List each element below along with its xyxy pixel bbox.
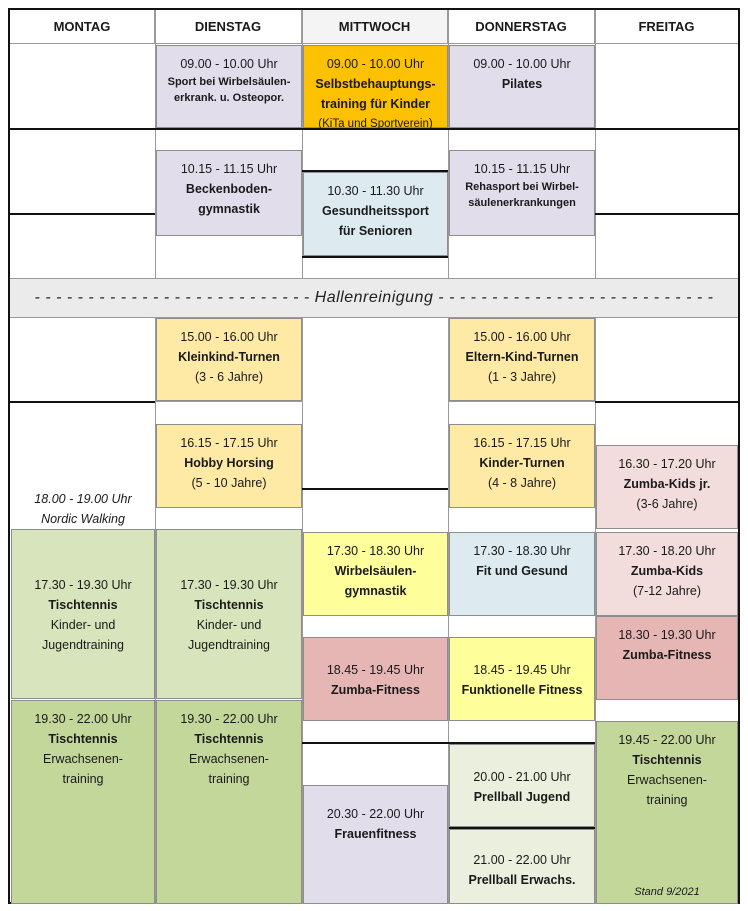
slot-name: Hobby Horsing bbox=[184, 456, 274, 470]
slot-time: 16.30 - 17.20 Uhr bbox=[618, 457, 716, 471]
slot-time: 10.30 - 11.30 Uhr bbox=[327, 184, 424, 198]
slot-subtitle: (3 - 6 Jahre) bbox=[194, 370, 264, 384]
slot-dienstag-beckenboden bbox=[156, 150, 302, 236]
slot-dienstag-hobby-horsing bbox=[156, 424, 302, 508]
slot-name: Gesundheitssport für Senioren bbox=[322, 204, 429, 238]
slot-name: Tischtennis bbox=[194, 598, 264, 612]
slot-name: Kleinkind-Turnen bbox=[178, 350, 280, 364]
header-mittwoch: MITTWOCH bbox=[302, 10, 448, 44]
slot-subtitle: (7-12 Jahre) bbox=[632, 584, 702, 598]
slot-subtitle: Erwachsenen-training bbox=[189, 752, 269, 786]
slot-name: Tischtennis bbox=[48, 732, 118, 746]
slot-time: 19.30 - 22.00 Uhr bbox=[180, 712, 278, 726]
column-divider bbox=[302, 10, 303, 904]
slot-dienstag-tischtennis-erwachsene bbox=[156, 700, 302, 904]
slot-subtitle: Kinder- und Jugendtraining bbox=[187, 618, 270, 652]
slot-freitag-zumba-kids bbox=[596, 532, 738, 616]
slot-name: Tischtennis bbox=[194, 732, 264, 746]
slot-donnerstag-kinder-turnen bbox=[449, 424, 595, 508]
slot-time: 17.30 - 19.30 Uhr bbox=[180, 578, 278, 592]
slot-name: Prellball Jugend bbox=[473, 790, 571, 804]
slot-time: 20.30 - 22.00 Uhr bbox=[326, 807, 425, 821]
slot-time: 10.15 - 11.15 Uhr bbox=[180, 162, 278, 176]
row-divider bbox=[595, 213, 738, 215]
slot-time: 17.30 - 18.20 Uhr bbox=[618, 544, 716, 558]
slot-subtitle: (5 - 10 Jahre) bbox=[191, 476, 267, 490]
slot-mittwoch-frauenfitness bbox=[303, 785, 448, 904]
slot-dienstag-kleinkind bbox=[156, 318, 302, 401]
slot-time: 09.00 - 10.00 Uhr bbox=[473, 57, 571, 71]
slot-time: 09.00 - 10.00 Uhr bbox=[180, 57, 278, 71]
slot-name: Selbstbehauptungs-training für Kinder bbox=[315, 77, 436, 111]
slot-time: 10.15 - 11.15 Uhr bbox=[473, 162, 571, 176]
slot-donnerstag-funktionelle-fitness bbox=[449, 637, 595, 721]
slot-donnerstag-rehasport bbox=[449, 150, 595, 236]
slot-time: 17.30 - 18.30 Uhr bbox=[326, 544, 425, 558]
header-montag: MONTAG bbox=[10, 10, 155, 44]
slot-name: Sport bei Wirbelsäulen-erkrank. u. Osteopor. bbox=[167, 76, 291, 104]
slot-name: Prellball Erwachs. bbox=[468, 873, 576, 887]
slot-name: Kinder-Turnen bbox=[479, 456, 565, 470]
slot-time: 20.00 - 21.00 Uhr bbox=[473, 770, 571, 784]
slot-dienstag-tischtennis-jugend bbox=[156, 529, 302, 699]
slot-mittwoch-zumba-fitness bbox=[303, 637, 448, 721]
header-freitag: FREITAG bbox=[595, 10, 738, 44]
slot-donnerstag-prellball-jugend bbox=[449, 744, 595, 827]
hallenreinigung-band: - - - - - - - - - - - - - - - - - - - - - - - - - - Hallenreinigung - - - - - - - - - - - - - - - - - - - - - - - - - - bbox=[10, 278, 738, 318]
slot-subtitle: (KiTa und Sportverein) bbox=[318, 118, 433, 130]
slot-time: 18.00 - 19.00 Uhr bbox=[34, 492, 132, 506]
slot-donnerstag-fit-und-gesund bbox=[449, 532, 595, 616]
row-divider bbox=[449, 401, 595, 402]
row-divider bbox=[10, 401, 155, 403]
slot-name: Pilates bbox=[501, 77, 543, 91]
slot-time: 16.15 - 17.15 Uhr bbox=[473, 436, 571, 450]
slot-donnerstag-prellball-erwachsene bbox=[449, 829, 595, 904]
slot-time: 19.30 - 22.00 Uhr bbox=[34, 712, 132, 726]
slot-name: Zumba-Fitness bbox=[331, 683, 420, 697]
slot-montag-tischtennis-jugend bbox=[11, 529, 155, 699]
slot-name: Eltern-Kind-Turnen bbox=[465, 350, 579, 364]
header-donnerstag: DONNERSTAG bbox=[448, 10, 595, 44]
row-divider bbox=[10, 213, 155, 215]
slot-dienstag-sport bbox=[156, 45, 302, 128]
slot-subtitle: Erwachsenen-training bbox=[627, 773, 707, 807]
slot-time: 09.00 - 10.00 Uhr bbox=[326, 57, 425, 71]
slot-name: Frauenfitness bbox=[334, 827, 417, 841]
slot-time: 18.45 - 19.45 Uhr bbox=[326, 663, 425, 677]
slot-mittwoch-selbstbehauptung bbox=[303, 45, 448, 128]
header-dienstag: DIENSTAG bbox=[155, 10, 302, 44]
slot-time: 15.00 - 16.00 Uhr bbox=[473, 330, 571, 344]
slot-name: Beckenboden-gymnastik bbox=[185, 182, 273, 216]
slot-mittwoch-wirbelsaeulengymnastik bbox=[303, 532, 448, 616]
slot-time: 18.45 - 19.45 Uhr bbox=[473, 663, 571, 677]
slot-subtitle: (3-6 Jahre) bbox=[636, 497, 698, 511]
slot-time: 17.30 - 18.30 Uhr bbox=[473, 544, 571, 558]
slot-subtitle: (1 - 3 Jahre) bbox=[487, 370, 557, 384]
slot-freitag-zumba-kids-jr bbox=[596, 445, 738, 529]
slot-name: Nordic Walking bbox=[41, 512, 125, 526]
slot-freitag-zumba-fitness bbox=[596, 616, 738, 700]
slot-mittwoch-gesundheitssport bbox=[303, 172, 448, 256]
stand-note: Stand 9/2021 bbox=[634, 886, 700, 898]
slot-time: 15.00 - 16.00 Uhr bbox=[180, 330, 278, 344]
slot-donnerstag-pilates bbox=[449, 45, 595, 128]
row-divider bbox=[302, 256, 448, 258]
slot-time: 19.45 - 22.00 Uhr bbox=[618, 733, 716, 747]
slot-time: 16.15 - 17.15 Uhr bbox=[180, 436, 278, 450]
slot-subtitle: Kinder- und Jugendtraining bbox=[41, 618, 124, 652]
slot-montag-tischtennis-erwachsene bbox=[11, 700, 155, 904]
slot-subtitle: (4 - 8 Jahre) bbox=[487, 476, 557, 490]
slot-name: Funktionelle Fitness bbox=[461, 683, 583, 697]
slot-name: Fit und Gesund bbox=[476, 564, 568, 578]
row-divider bbox=[595, 401, 738, 403]
slot-name: Zumba-Kids bbox=[630, 564, 704, 578]
slot-name: Zumba-Kids jr. bbox=[623, 477, 711, 491]
row-divider bbox=[302, 488, 448, 490]
slot-name: Wirbelsäulen-gymnastik bbox=[334, 564, 417, 598]
slot-freitag-tischtennis-erwachsene bbox=[596, 721, 738, 904]
slot-name: Tischtennis bbox=[632, 753, 702, 767]
slot-time: 21.00 - 22.00 Uhr bbox=[473, 853, 571, 867]
slot-name: Rehasport bei Wirbel-säulenerkrankungen bbox=[465, 181, 579, 209]
slot-time: 17.30 - 19.30 Uhr bbox=[34, 578, 132, 592]
slot-name: Tischtennis bbox=[48, 598, 118, 612]
slot-name: Zumba-Fitness bbox=[622, 648, 712, 662]
row-divider bbox=[156, 401, 302, 402]
slot-donnerstag-eltern-kind bbox=[449, 318, 595, 401]
timetable bbox=[8, 8, 740, 904]
slot-time: 18.30 - 19.30 Uhr bbox=[618, 628, 716, 642]
slot-montag-nordic-walking bbox=[11, 488, 155, 529]
slot-subtitle: Erwachsenen-training bbox=[43, 752, 123, 786]
